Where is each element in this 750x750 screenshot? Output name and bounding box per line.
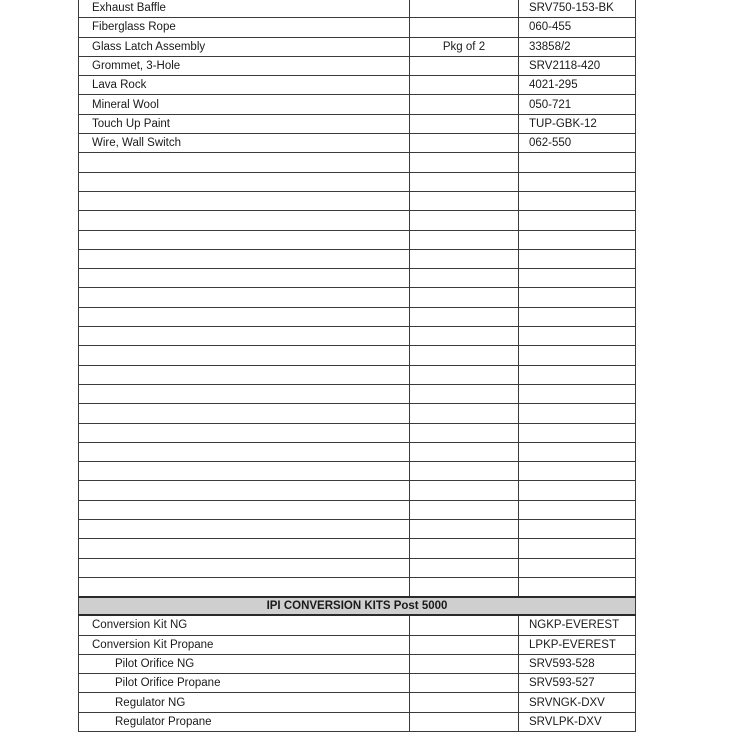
part-number-cell: SRVLPK-DXV [519,712,636,731]
section-header-row [79,597,636,615]
table-row [79,18,636,37]
table-row [79,693,636,712]
item-name-cell: Fiberglass Rope [79,18,410,37]
empty-row [79,269,636,288]
part-number-cell [519,249,636,268]
item-qty-cell [410,577,519,597]
part-number-cell [519,384,636,403]
item-qty-cell [410,153,519,172]
item-name-cell [79,172,410,191]
section-header [79,597,636,615]
item-name-cell [79,577,410,597]
item-name-cell [79,230,410,249]
item-qty-cell [410,558,519,577]
part-number-cell: 060-455 [519,18,636,37]
part-number-cell: 050-721 [519,95,636,114]
empty-row [79,307,636,326]
item-qty-cell [410,211,519,230]
item-qty-cell [410,191,519,210]
empty-row [79,500,636,519]
item-name-cell [79,346,410,365]
part-number-cell [519,442,636,461]
empty-row [79,249,636,268]
empty-row [79,520,636,539]
part-number-cell: SRV593-528 [519,654,636,673]
empty-row [79,230,636,249]
table-row [79,615,636,635]
item-qty-cell [410,134,519,153]
item-qty-cell [410,0,519,18]
part-number-cell [519,500,636,519]
item-qty-cell [410,307,519,326]
item-name-cell: Pilot Orifice NG [79,654,410,673]
item-name-cell [79,500,410,519]
part-number-cell: SRV2118-420 [519,56,636,75]
item-qty-cell [410,520,519,539]
part-number-cell [519,365,636,384]
item-name-cell [79,481,410,500]
part-number-cell [519,230,636,249]
parts-sheet [78,0,635,732]
part-number-cell: 4021-295 [519,76,636,95]
item-name-cell [79,211,410,230]
item-qty-cell [410,693,519,712]
part-number-cell [519,346,636,365]
item-name-cell [79,423,410,442]
table-row [79,76,636,95]
empty-row [79,577,636,597]
part-number-cell [519,404,636,423]
table-row [79,0,636,18]
item-name-cell: Wire, Wall Switch [79,134,410,153]
item-name-cell [79,404,410,423]
item-name-cell: Exhaust Baffle [79,0,410,18]
item-qty-cell: Pkg of 2 [410,37,519,56]
item-name-cell [79,307,410,326]
part-number-cell [519,172,636,191]
item-qty-cell [410,635,519,654]
item-name-cell [79,462,410,481]
empty-row [79,327,636,346]
item-name-cell: Pilot Orifice Propane [79,674,410,693]
item-qty-cell [410,539,519,558]
item-name-cell: Conversion Kit Propane [79,635,410,654]
empty-row [79,191,636,210]
empty-row [79,481,636,500]
item-name-cell [79,558,410,577]
item-qty-cell [410,404,519,423]
part-number-cell [519,520,636,539]
item-name-cell: Regulator NG [79,693,410,712]
table-row [79,134,636,153]
empty-row [79,211,636,230]
empty-row [79,539,636,558]
table-row [79,37,636,56]
item-qty-cell [410,230,519,249]
item-qty-cell [410,76,519,95]
item-qty-cell [410,674,519,693]
section-title: IPI CONVERSION KITS Post 5000 [79,597,636,615]
table-row [79,635,636,654]
part-number-cell: TUP-GBK-12 [519,114,636,133]
item-qty-cell [410,654,519,673]
item-name-cell: Lava Rock [79,76,410,95]
part-number-cell [519,462,636,481]
parts-table-body [79,0,636,597]
part-number-cell [519,211,636,230]
part-number-cell [519,153,636,172]
item-qty-cell [410,327,519,346]
empty-row [79,384,636,403]
item-qty-cell [410,288,519,307]
parts-table [78,0,636,732]
part-number-cell [519,288,636,307]
table-row [79,674,636,693]
part-number-cell [519,577,636,597]
item-qty-cell [410,249,519,268]
item-qty-cell [410,423,519,442]
part-number-cell [519,539,636,558]
item-qty-cell [410,462,519,481]
item-name-cell [79,442,410,461]
item-name-cell: Regulator Propane [79,712,410,731]
part-number-cell: NGKP-EVEREST [519,615,636,635]
item-name-cell: Touch Up Paint [79,114,410,133]
empty-row [79,442,636,461]
part-number-cell: 062-550 [519,134,636,153]
part-number-cell [519,558,636,577]
empty-row [79,288,636,307]
part-number-cell: 33858/2 [519,37,636,56]
item-qty-cell [410,114,519,133]
empty-row [79,153,636,172]
kits-table-body [79,615,636,731]
item-name-cell: Conversion Kit NG [79,615,410,635]
empty-row [79,462,636,481]
item-name-cell [79,153,410,172]
item-name-cell [79,365,410,384]
empty-row [79,346,636,365]
empty-row [79,365,636,384]
item-name-cell: Glass Latch Assembly [79,37,410,56]
part-number-cell [519,191,636,210]
part-number-cell: SRV750-153-BK [519,0,636,18]
item-name-cell [79,249,410,268]
part-number-cell [519,423,636,442]
part-number-cell [519,269,636,288]
table-row [79,56,636,75]
item-qty-cell [410,95,519,114]
part-number-cell: LPKP-EVEREST [519,635,636,654]
item-qty-cell [410,712,519,731]
item-name-cell [79,269,410,288]
item-qty-cell [410,500,519,519]
item-name-cell [79,191,410,210]
item-qty-cell [410,346,519,365]
empty-row [79,172,636,191]
part-number-cell [519,481,636,500]
item-qty-cell [410,18,519,37]
item-qty-cell [410,615,519,635]
table-row [79,712,636,731]
item-qty-cell [410,365,519,384]
item-name-cell [79,288,410,307]
item-name-cell [79,384,410,403]
part-number-cell [519,327,636,346]
part-number-cell: SRVNGK-DXV [519,693,636,712]
item-qty-cell [410,172,519,191]
item-name-cell: Grommet, 3-Hole [79,56,410,75]
part-number-cell [519,307,636,326]
item-qty-cell [410,384,519,403]
empty-row [79,558,636,577]
part-number-cell: SRV593-527 [519,674,636,693]
table-row [79,95,636,114]
item-qty-cell [410,269,519,288]
item-name-cell [79,327,410,346]
item-name-cell [79,520,410,539]
item-qty-cell [410,481,519,500]
item-name-cell [79,539,410,558]
item-qty-cell [410,56,519,75]
item-qty-cell [410,442,519,461]
item-name-cell: Mineral Wool [79,95,410,114]
table-row [79,114,636,133]
empty-row [79,404,636,423]
empty-row [79,423,636,442]
table-row [79,654,636,673]
